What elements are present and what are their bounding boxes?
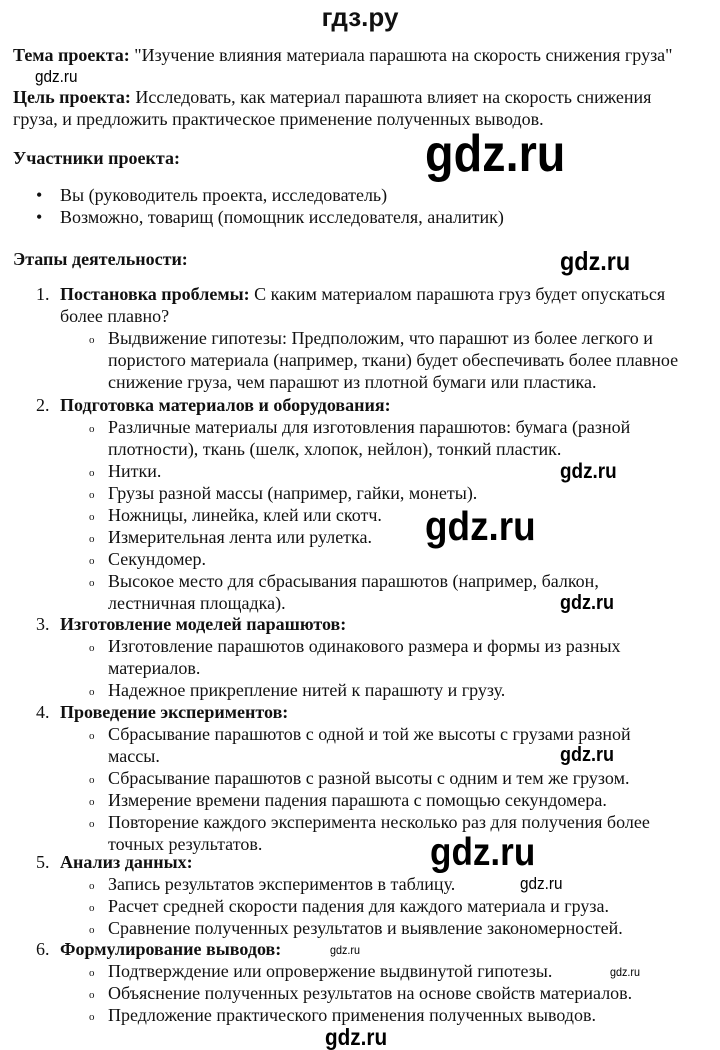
stage-title <box>60 851 193 873</box>
stage-number: 1. <box>36 284 50 304</box>
circle-bullet-icon: o <box>89 774 95 786</box>
stage-number: 3. <box>36 614 50 634</box>
stage-title-label: Постановка проблемы: <box>60 284 250 304</box>
watermark: gdz.ru <box>520 874 563 893</box>
goal-text: Исследовать, как материал парашюта влияет на скорость снижения <box>130 87 652 107</box>
stage-title <box>60 613 346 635</box>
stage-item: Предложение практического применения полученных выводов. <box>108 1005 596 1025</box>
watermark: gdz.ru <box>560 246 631 276</box>
circle-bullet-icon: o <box>89 423 95 435</box>
stage-item: Повторение каждого эксперимента несколько раз для получения более <box>108 812 650 832</box>
circle-bullet-icon: o <box>89 555 95 567</box>
circle-bullet-icon: o <box>89 967 95 979</box>
stage-item: материалов. <box>108 658 201 678</box>
stage-item: Объяснение полученных результатов на основе свойств материалов. <box>108 983 633 1003</box>
stage-item: Запись результатов экспериментов в таблицу. <box>108 874 456 894</box>
watermark: gdz.ru <box>560 592 614 614</box>
stage-item: Измерительная лента или рулетка. <box>108 527 373 547</box>
circle-bullet-icon: o <box>89 902 95 914</box>
stage-item: лестничная площадка). <box>108 593 286 613</box>
topic-label: Тема проекта: <box>13 45 130 65</box>
circle-bullet-icon: o <box>89 489 95 501</box>
circle-bullet-icon: o <box>89 511 95 523</box>
stage-title-text: С каким материалом парашюта груз будет опускаться <box>249 284 666 304</box>
circle-bullet-icon: o <box>89 577 95 589</box>
stage-item: Различные материалы для изготовления парашютов: бумага (разной <box>108 417 631 437</box>
stage-title-label: Формулирование выводов: <box>60 939 282 959</box>
participants-heading: Участники проекта: <box>13 148 180 168</box>
participant-item: Вы (руководитель проекта, исследователь) <box>60 185 388 205</box>
goal-label: Цель проекта: <box>13 87 131 107</box>
stage-item: точных результатов. <box>108 834 263 854</box>
circle-bullet-icon: o <box>89 467 95 479</box>
stage-item: Сравнение полученных результатов и выявление закономерностей. <box>108 918 623 938</box>
project-goal <box>13 86 651 108</box>
circle-bullet-icon: o <box>89 686 95 698</box>
bullet-icon: • <box>36 185 43 205</box>
stage-title-label: Проведение экспериментов: <box>60 702 289 722</box>
stage-item: массы. <box>108 746 160 766</box>
stage-item: Измерение времени падения парашюта с помощью секундомера. <box>108 790 607 810</box>
stage-title <box>60 701 288 723</box>
circle-bullet-icon: o <box>89 1011 95 1023</box>
circle-bullet-icon: o <box>89 642 95 654</box>
stage-title-label: Подготовка материалов и оборудования: <box>60 395 391 415</box>
stage-item: Сбрасывание парашютов с одной и той же высоты с грузами разной <box>108 724 631 744</box>
stage-title-label: Изготовление моделей парашютов: <box>60 614 347 634</box>
stage-title-label: Анализ данных: <box>60 852 193 872</box>
stage-title-cont: более плавно? <box>60 306 170 326</box>
bullet-icon: • <box>36 207 43 227</box>
watermark: gdz.ru <box>425 503 536 549</box>
watermark: gdz.ru <box>610 965 641 979</box>
stage-number: 5. <box>36 852 50 872</box>
watermark: gdz.ru <box>35 67 78 86</box>
topic-text: "Изучение влияния материала парашюта на скорость снижения груза" <box>129 45 673 65</box>
circle-bullet-icon: o <box>89 533 95 545</box>
watermark: gdz.ru <box>425 125 566 183</box>
watermark: gdz.ru <box>330 943 361 957</box>
project-topic <box>13 44 673 66</box>
watermark: gdz.ru <box>560 460 617 483</box>
stage-item: Высокое место для сбрасывания парашютов (например, балкон, <box>108 571 599 591</box>
stage-number: 6. <box>36 939 50 959</box>
stages-heading: Этапы деятельности: <box>13 249 188 269</box>
watermark: gdz.ru <box>430 831 536 874</box>
stage-item: Расчет средней скорости падения для каждого материала и груза. <box>108 896 609 916</box>
stage-item: Нитки. <box>108 461 162 481</box>
stage-title <box>60 938 281 960</box>
stage-item: Подтверждение или опровержение выдвинутой гипотезы. <box>108 961 553 981</box>
circle-bullet-icon: o <box>89 989 95 1001</box>
stage-item: Надежное прикрепление нитей к парашюту и грузу. <box>108 680 506 700</box>
stage-title <box>60 394 391 416</box>
goal-text-cont: груза, и предложить практическое применение полученных выводов. <box>13 109 544 129</box>
circle-bullet-icon: o <box>89 924 95 936</box>
stage-item: пористого материала (например, ткани) будет обеспечивать более плавное <box>108 350 679 370</box>
stage-item: Выдвижение гипотезы: Предположим, что парашют из более легкого и <box>108 328 653 348</box>
circle-bullet-icon: o <box>89 796 95 808</box>
circle-bullet-icon: o <box>89 818 95 830</box>
stage-item: Секундомер. <box>108 549 207 569</box>
stage-item: Изготовление парашютов одинакового размера и формы из разных <box>108 636 621 656</box>
stage-number: 4. <box>36 702 50 722</box>
stage-number: 2. <box>36 395 50 415</box>
site-header: гдз.ру <box>321 2 399 32</box>
circle-bullet-icon: o <box>89 730 95 742</box>
circle-bullet-icon: o <box>89 880 95 892</box>
stage-item: Грузы разной массы (например, гайки, монеты). <box>108 483 478 503</box>
stage-item: Сбрасывание парашютов с разной высоты с одним и тем же грузом. <box>108 768 630 788</box>
stage-item: плотности), ткань (шелк, хлопок, нейлон), тонкий пластик. <box>108 439 562 459</box>
watermark: gdz.ru <box>560 744 614 766</box>
footer-watermark: gdz.ru <box>325 1024 388 1050</box>
participant-item: Возможно, товарищ (помощник исследователя, аналитик) <box>60 207 504 227</box>
stage-title <box>60 283 665 305</box>
stage-item: Ножницы, линейка, клей или скотч. <box>108 505 382 525</box>
circle-bullet-icon: o <box>89 334 95 346</box>
stage-item: снижение груза, чем парашют из плотной бумаги или пластика. <box>108 372 597 392</box>
